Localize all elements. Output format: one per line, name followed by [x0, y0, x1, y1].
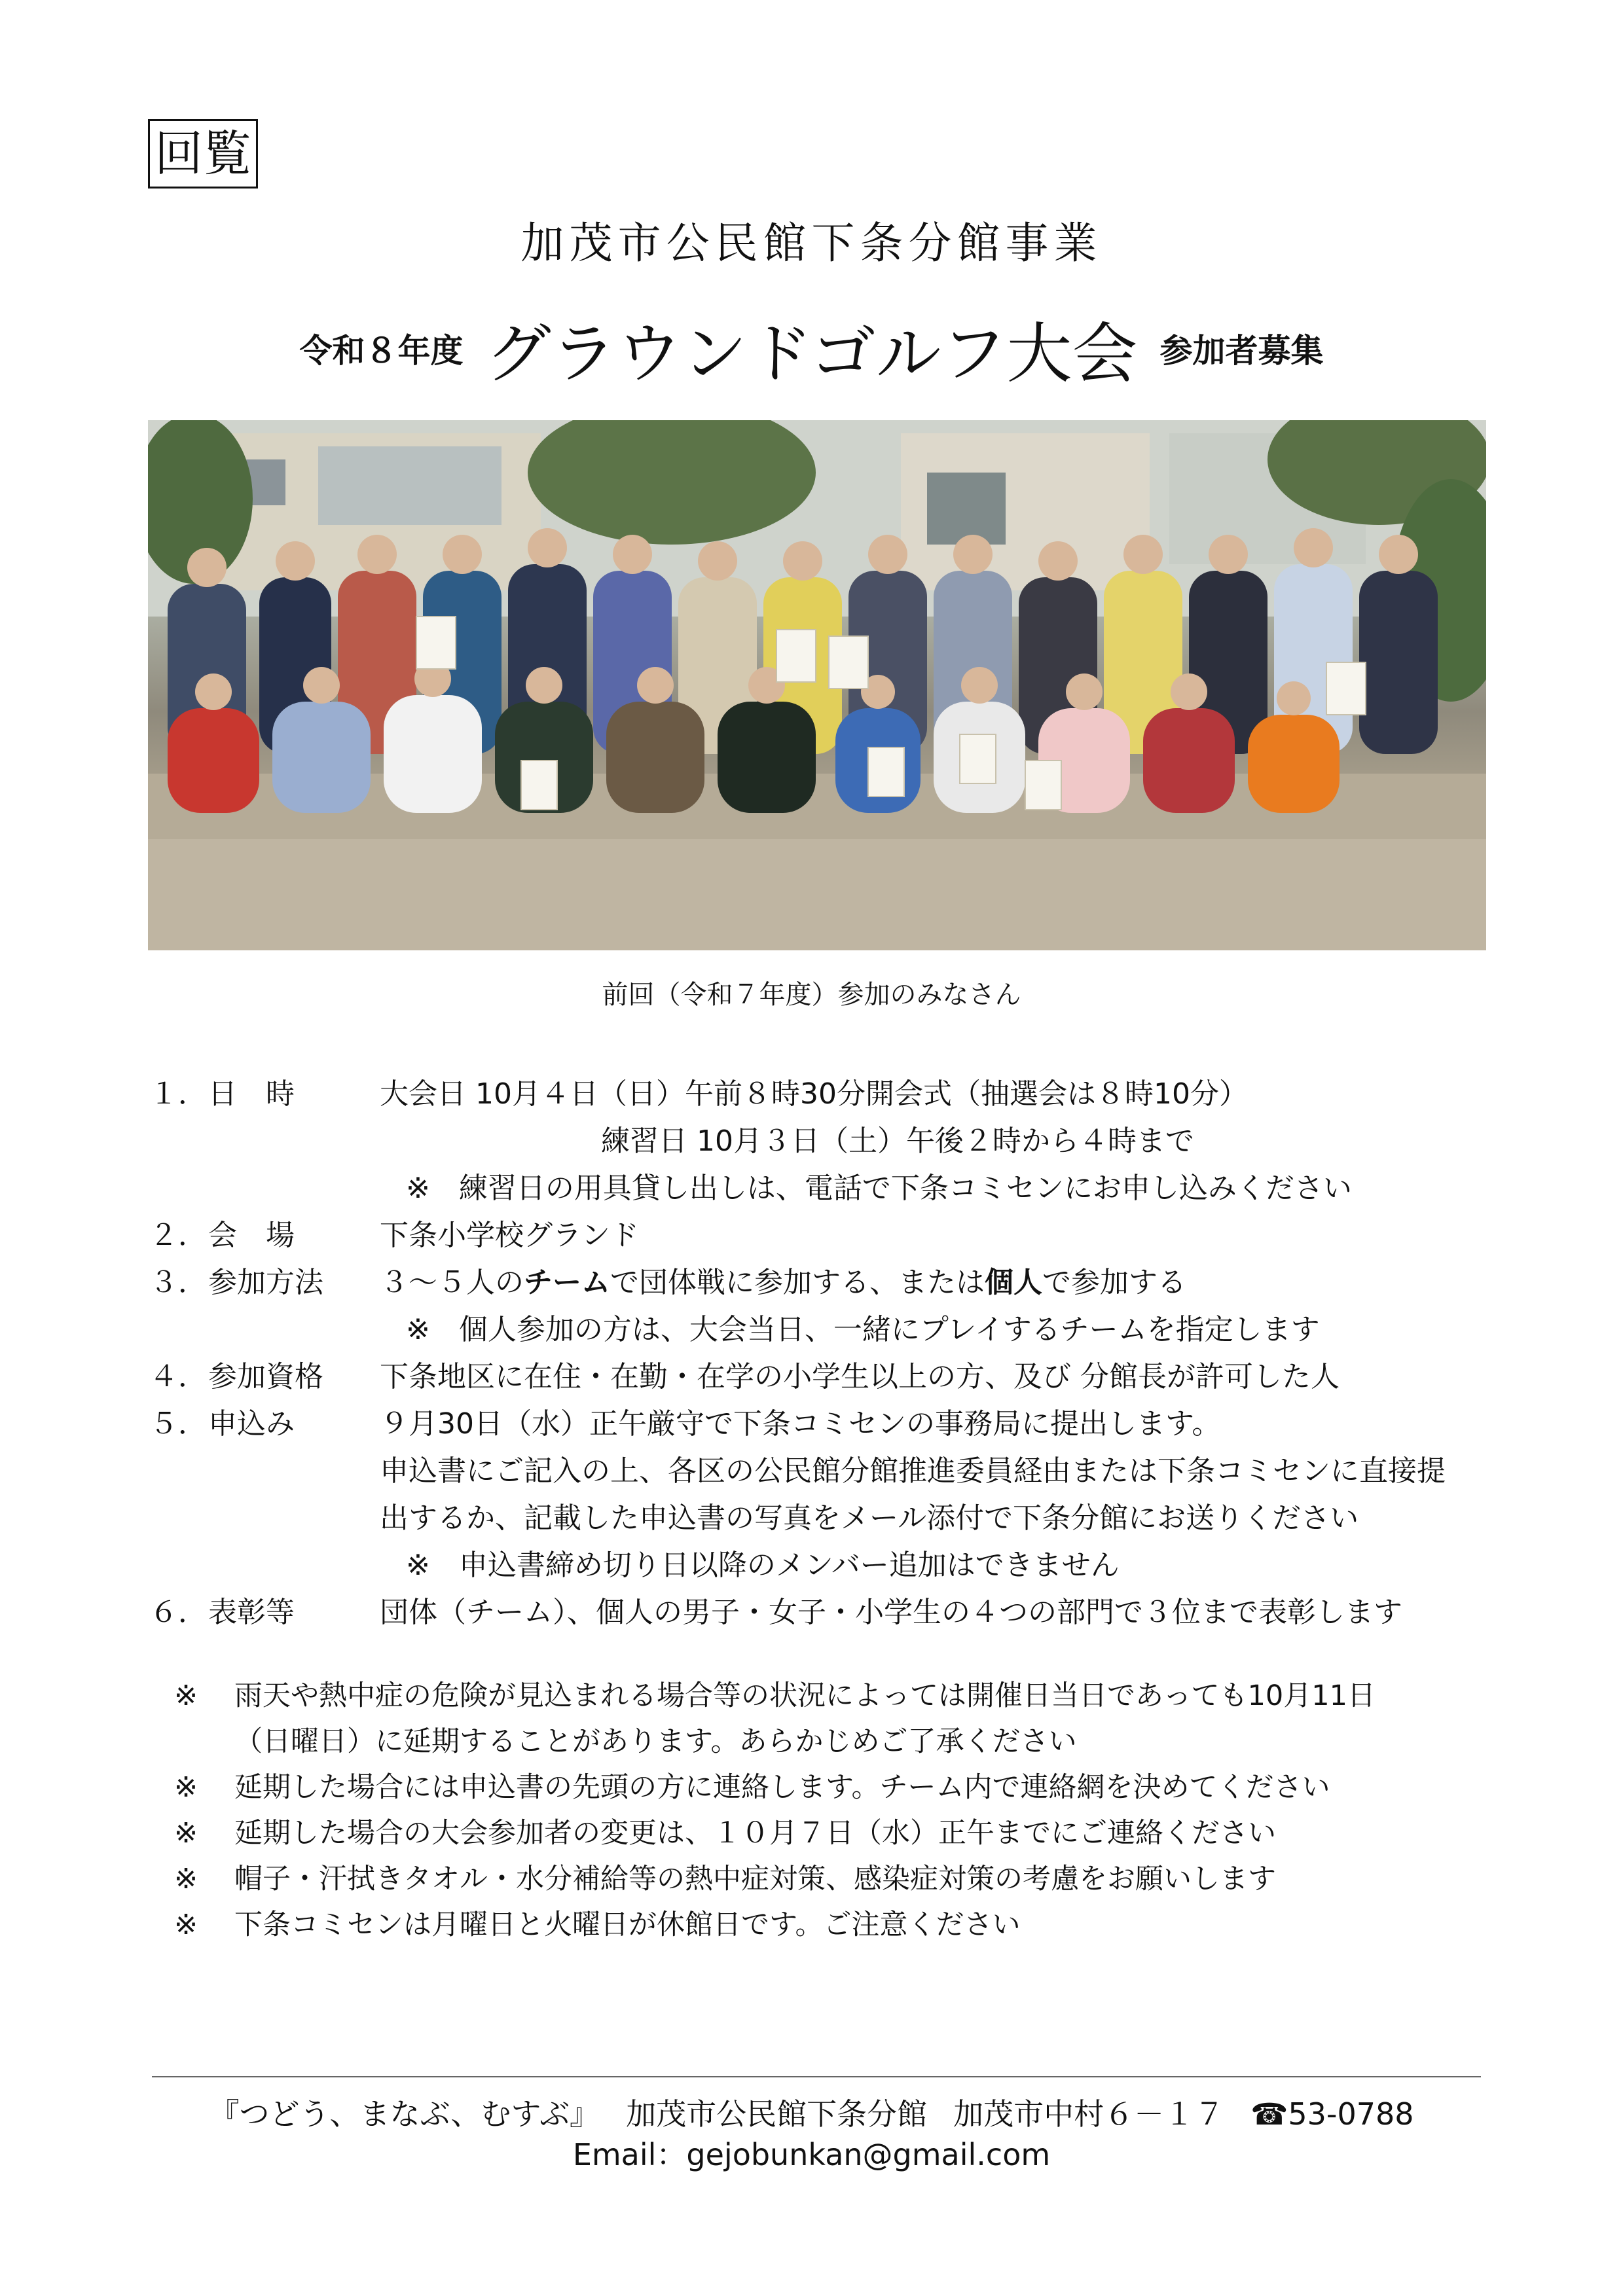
notes-list: [174, 1673, 1523, 1948]
detail-label: 会 場: [208, 1219, 295, 1252]
detail-text: 下条小学校グランド: [380, 1219, 639, 1252]
note-mark: ※: [174, 1817, 198, 1850]
footer-org: 加茂市公民館下条分館: [626, 2096, 928, 2132]
detail-method-note: [149, 1306, 1498, 1354]
team-emphasis: チーム: [524, 1266, 610, 1299]
detail-number: ３．: [149, 1266, 207, 1299]
detail-text: [380, 1259, 1186, 1306]
detail-text-part: で参加する: [1042, 1266, 1186, 1299]
note-text: 延期した場合の大会参加者の変更は、１０月７日（水）正午までにご連絡ください: [234, 1817, 1276, 1850]
detail-text: 出するか、記載した申込書の写真をメール添付で下条分館にお送りください: [380, 1501, 1359, 1535]
detail-text: ９月30日（水）正午厳守で下条コミセンの事務局に提出します。: [380, 1407, 1221, 1441]
detail-venue: [149, 1212, 1498, 1259]
detail-text-part: ３～５人の: [380, 1266, 524, 1299]
detail-text: 団体（チーム）、個人の男子・女子・小学生の４つの部門で３位まで表彰します: [380, 1596, 1402, 1629]
detail-text: 下条地区に在住・在勤・在学の小学生以上の方、及び 分館長が許可した人: [380, 1360, 1340, 1393]
detail-awards: [149, 1589, 1498, 1636]
detail-number: ５．: [149, 1407, 207, 1441]
note-mark: ※: [174, 1863, 198, 1895]
recruit-label: 参加者募集: [1159, 332, 1324, 370]
detail-label: 日 時: [208, 1077, 295, 1111]
detail-datetime: [149, 1071, 1498, 1118]
note-text: （日曜日）に延期することがあります。あらかじめご了承ください: [234, 1725, 1077, 1758]
note-text: 延期した場合には申込書の先頭の方に連絡します。チーム内で連絡網を決めてください: [234, 1771, 1330, 1804]
note-text: 雨天や熱中症の危険が見込まれる場合等の状況によっては開催日当日であっても10月11日: [234, 1679, 1376, 1712]
detail-number: ２．: [149, 1219, 207, 1252]
note-mark: ※: [174, 1909, 198, 1941]
detail-note: ※ 申込書締め切り日以降のメンバー追加はできません: [406, 1549, 1120, 1582]
note-item: [174, 1673, 1523, 1719]
detail-datetime-practice: [149, 1118, 1498, 1165]
detail-text-part: で団体戦に参加する、または: [610, 1266, 985, 1299]
event-title: [0, 301, 1623, 395]
note-mark: ※: [174, 1679, 198, 1712]
event-details: [149, 1071, 1498, 1636]
detail-label: 申込み: [208, 1407, 295, 1441]
detail-application-line3: [149, 1495, 1498, 1542]
detail-text: 申込書にご記入の上、各区の公民館分館推進委員経由または下条コミセンに直接提: [380, 1454, 1446, 1488]
photo-caption: 前回（令和７年度）参加のみなさん: [602, 980, 1021, 1010]
note-text: 帽子・汗拭きタオル・水分補給等の熱中症対策、感染症対策の考慮をお願いします: [234, 1863, 1276, 1895]
detail-label: 参加方法: [208, 1266, 323, 1299]
note-item: [174, 1765, 1523, 1810]
note-text: 下条コミセンは月曜日と火曜日が休館日です。ご注意ください: [234, 1909, 1021, 1941]
note-item: [174, 1810, 1523, 1856]
footer-email[interactable]: Email：gejobunkan@gmail.com: [572, 2137, 1051, 2172]
organizer-title: 加茂市公民館下条分館事業: [520, 218, 1103, 268]
group-photo: [148, 420, 1486, 950]
footer-slogan: 『つどう、まなぶ、むすぶ』: [209, 2096, 600, 2132]
detail-text: 練習日 10月３日（土）午後２時から４時まで: [601, 1124, 1194, 1158]
event-name: グラウンドゴルフ大会: [485, 315, 1138, 392]
detail-eligibility: [149, 1354, 1498, 1401]
detail-number: ４．: [149, 1360, 207, 1393]
detail-number: ６．: [149, 1596, 207, 1629]
detail-note: ※ 個人参加の方は、大会当日、一緒にプレイするチームを指定します: [406, 1313, 1320, 1346]
detail-number: １．: [149, 1077, 207, 1111]
detail-note: ※ 練習日の用具貸し出しは、電話で下条コミセンにお申し込みください: [406, 1172, 1352, 1205]
detail-application-line2: [149, 1448, 1498, 1495]
note-item: [174, 1902, 1523, 1948]
individual-emphasis: 個人: [985, 1266, 1042, 1299]
footer-divider: [152, 2076, 1481, 2077]
detail-application: [149, 1401, 1498, 1448]
event-year: 令和８年度: [299, 332, 464, 370]
footer-phone: ☎53-0788: [1250, 2096, 1414, 2132]
detail-method: [149, 1259, 1498, 1306]
detail-application-note: [149, 1542, 1498, 1589]
circulate-stamp: 回覧: [148, 119, 258, 188]
detail-datetime-note: [149, 1165, 1498, 1212]
note-mark: ※: [174, 1771, 198, 1804]
note-item-continued: [174, 1719, 1523, 1765]
footer-contact: [0, 2090, 1623, 2134]
detail-text: 大会日 10月４日（日）午前８時30分開会式（抽選会は８時10分）: [380, 1077, 1248, 1111]
note-item: [174, 1856, 1523, 1902]
detail-label: 参加資格: [208, 1360, 323, 1393]
footer-address: 加茂市中村６－１７: [953, 2096, 1225, 2132]
detail-label: 表彰等: [208, 1596, 295, 1629]
